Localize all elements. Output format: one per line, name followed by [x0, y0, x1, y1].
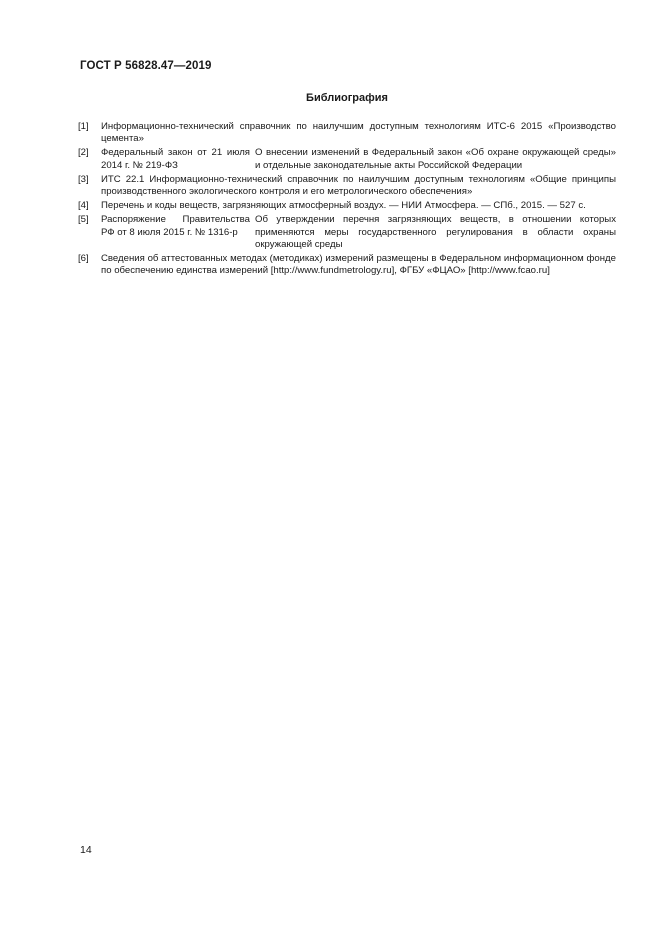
bibliography-entry-3: [78, 174, 616, 198]
bibliography-entry-2: [78, 147, 616, 171]
page-number: 14: [80, 844, 92, 856]
bibliography-entry-6: [78, 253, 616, 277]
entry-number: [4]: [78, 200, 89, 212]
bibliography-list: [78, 121, 616, 279]
entry-document-title: О внесении изменений в Федеральный закон «Об охране окружающей среды» и отдельные законодательные акты Российской Федерации: [255, 147, 616, 171]
entry-number: [6]: [78, 253, 89, 265]
entry-text: ИТС 22.1 Информационно-технический справочник по наилучшим доступным технологиям «Общие принципы производственного экологического контроля и его метрологического обеспечения»: [101, 173, 616, 198]
entry-text: Перечень и коды веществ, загрязняющих атмосферный воздух. — НИИ Атмосфера. — СПб., 2015. — 527 с.: [101, 200, 586, 212]
entry-text: Сведения об аттестованных методах (методиках) измерений размещены в Федеральном информационном фонде по обеспечению единства измерений [http://www.fundmetrology.ru], ФГБУ «ФЦАО» [http://www.fcao.ru]: [101, 253, 616, 277]
entry-number: [1]: [78, 121, 89, 132]
entry-document-reference: [101, 147, 255, 171]
bibliography-entry-4: [78, 200, 616, 212]
entry-text: Информационно-технический справочник по наилучшим доступным технологиям ИТС-6 2015 «Производство цемента»: [101, 121, 616, 145]
section-title: Библиография: [306, 92, 388, 104]
bibliography-entry-5: [78, 214, 616, 251]
entry-document-reference: [101, 214, 255, 238]
entry-number: [5]: [78, 214, 89, 226]
document-code: ГОСТ Р 56828.47—2019: [80, 60, 212, 72]
entry-reference-line: Распоряжение Правительства: [101, 214, 250, 226]
entry-document-title: Об утверждении перечня загрязняющих веществ, в отношении которых применяются меры государственного регулирования в области охраны окружающей среды: [255, 214, 616, 250]
entry-number: [3]: [78, 173, 89, 185]
entry-reference-line: 2014 г. № 219-ФЗ: [101, 159, 178, 171]
entry-number: [2]: [78, 147, 89, 159]
bibliography-entry-1: [78, 121, 616, 145]
entry-reference-line: Федеральный закон от 21 июля: [101, 147, 250, 159]
entry-reference-line: РФ от 8 июля 2015 г. № 1316-р: [101, 226, 238, 238]
